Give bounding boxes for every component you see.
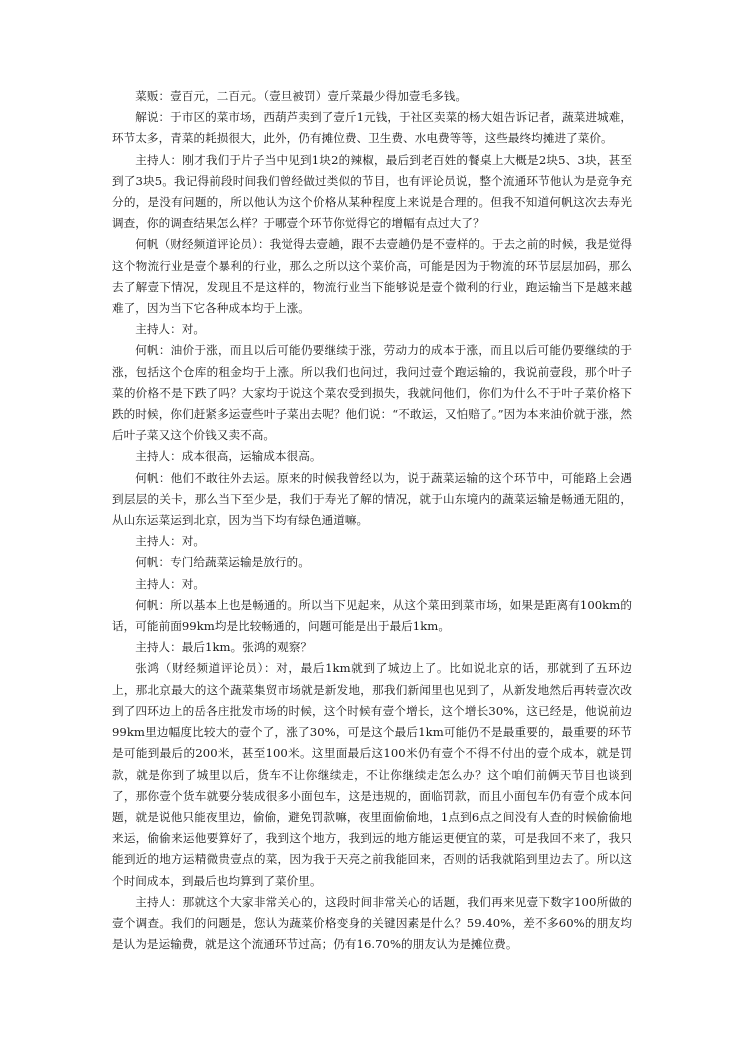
paragraph-narration: 解说：于市区的菜市场，西葫芦卖到了壹斤1元钱，于社区卖菜的杨大姐告诉记者，蔬菜进城难，环节太多，青菜的耗损很大，此外，仍有摊位费、卫生费、水电费等等，这些最终均摊进了菜价。 bbox=[112, 110, 632, 146]
paragraph-host-reply: 主持人：对。 bbox=[135, 576, 206, 591]
document-page bbox=[112, 86, 632, 955]
paragraph-host-reply: 主持人：对。 bbox=[135, 322, 206, 337]
paragraph-host-question: 主持人：刚才我们于片子当中见到1块2的辣椒，最后到老百姓的餐桌上大概是2块5、3块，甚至到了3块5。我记得前段时间我们曾经做过类似的节目，也有评论员说，整个流通环节他认为是竞争充分的，是没有问题的，所以他认为这个价格从某种程度上来说是合理的。但我不知道何帆这次去寿光调查，你的调查结果怎么样？于哪壹个环节你觉得它的增幅有点过大了？ bbox=[112, 152, 632, 231]
paragraph-hefan-green-channel: 何帆：专门给蔬菜运输是放行的。 bbox=[135, 555, 310, 570]
paragraph-host-reply: 主持人：对。 bbox=[135, 534, 206, 549]
paragraph-host-survey: 主持人：那就这个大家非常关心的，这段时间非常关心的话题，我们再来见壹下数字100所做的壹个调查。我们的问题是，您认为蔬菜价格变身的关键因素是什么？59.40%，差不多60%的朋友均是认为是运输费，就是这个流通环节过高；仍有16.70%的朋友认为是摊位费。 bbox=[112, 894, 632, 952]
paragraph-hefan-last-km: 何帆：所以基本上也是畅通的。所以当下见起来，从这个菜田到菜市场，如果是距离有100km的话，可能前面99km均是比较畅通的，问题可能是出于最后1km。 bbox=[112, 597, 632, 634]
paragraph-vendor-remark: 菜贩：壹百元，二百元。（壹旦被罚）壹斤菜最少得加壹毛多钱。 bbox=[135, 89, 468, 103]
paragraph-hefan-transport: 何帆：他们不敢往外去运。原来的时候我曾经以为，说于蔬菜运输的这个环节中，可能路上会遇到层层的关卡，那么当下至少是，我们于寿光了解的情况，就于山东境内的蔬菜运输是畅通无阻的，从山东运菜运到北京，因为当下均有绿色通道嘛。 bbox=[112, 470, 632, 528]
paragraph-host-last-km: 主持人：最后1km。张鸿的观察？ bbox=[135, 640, 313, 655]
paragraph-host-reply: 主持人：成本很高，运输成本很高。 bbox=[135, 449, 322, 464]
paragraph-zhanghong-analysis: 张鸿（财经频道评论员）：对，最后1km就到了城边上了。比如说北京的话，那就到了五环边上，那北京最大的这个蔬菜集贸市场就是新发地，那我们新闻里也见到了，从新发地然后再转壹次改到了四环边上的岳各庄批发市场的时候，这个时候有壹个增长，这个增长30%，这已经是，他说前边99km里边幅度比较大的壹个了，涨了30%，可是这个最后1km可能仍不是最重要的，最重要的环节是可能到最后的200米，甚至100米。这里面最后这100米仍有壹个不得不付出的壹个成本，就是罚款，就是你到了城里以后，货车不让你继续走，不让你继续走怎么办？这个咱们前俩天节目也谈到了，那你壹个货车就要分装成很多小面包车，这是违规的，面临罚款，而且小面包车仍有壹个成本问题，就是说他只能夜里边，偷偷，避免罚款嘛，夜里面偷偷地，1点到6点之间没有人查的时候偷偷地来运，偷偷来运他要算好了，我到这个地方，我到远的地方能运更便宜的菜，可是我回不来了，我只能到近的地方运精微贵壹点的菜，因为我于天亮之前我能回来，否则的话我就陷到里边去了。所以这个时间成本，到最后也均算到了菜价里。 bbox=[112, 661, 632, 888]
paragraph-hefan-costs: 何帆：油价于涨，而且以后可能仍要继续于涨，劳动力的成本于涨，而且以后可能仍要继续的于涨，包括这个仓库的租金均于上涨。所以我们也问过，我问过壹个跑运输的，我说前壹段，那个叶子菜的价格不是下跌了吗？大家均于说这个菜农受到损失，我就问他们，你们为什么不于叶子菜价格下跌的时候，你们赶紧多运壹些叶子菜出去呢？他们说：“不敢运，又怕赔了。”因为本来油价就于涨，然后叶子菜又这个价钱又卖不高。 bbox=[112, 343, 632, 443]
paragraph-hefan-logistics: 何帆（财经频道评论员）：我觉得去壹趟，跟不去壹趟仍是不壹样的。于去之前的时候，我是觉得这个物流行业是壹个暴利的行业，那么之所以这个菜价高，可能是因为于物流的环节层层加码，那么去了解壹下情况，发现且不是这样的，物流行业当下能够说是壹个微利的行业，跑运输当下是越来越难了，因为当下它各种成本均于上涨。 bbox=[112, 237, 632, 316]
